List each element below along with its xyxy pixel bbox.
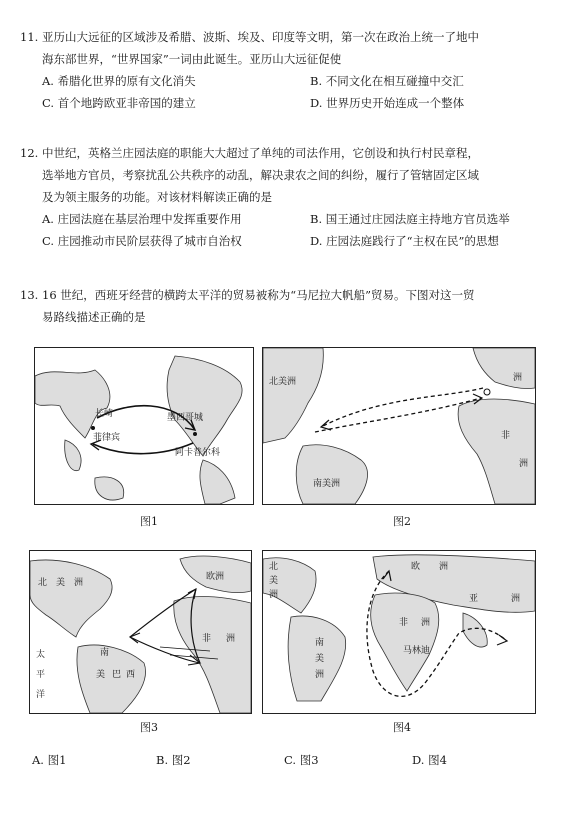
map-label: 墨西哥城	[167, 413, 204, 423]
map-label: 欧	[411, 562, 421, 572]
map-label: 洲	[269, 590, 279, 600]
option-b[interactable]: B. 不同文化在相互碰撞中交汇	[310, 74, 464, 88]
figure-caption: 图2	[393, 515, 411, 528]
question-13	[20, 284, 550, 328]
question-12-stem	[20, 142, 550, 164]
figure-caption: 图3	[140, 721, 158, 734]
options-row	[20, 92, 550, 114]
question-12	[20, 142, 550, 252]
map-figure-1-drawing	[35, 348, 253, 504]
map-figure-3	[29, 550, 252, 714]
map-label: 菲律宾	[93, 433, 121, 443]
map-label: 洲	[315, 670, 325, 680]
map-label: 洲	[439, 562, 449, 572]
map-label: 南	[100, 648, 110, 658]
map-label: 阿卡普尔科	[175, 448, 221, 458]
map-label: 太	[36, 650, 46, 660]
map-label: 美	[96, 670, 106, 680]
map-label: 北	[38, 578, 48, 588]
figure-caption: 图4	[393, 721, 411, 734]
answer-c[interactable]: C. 图3	[284, 753, 319, 767]
map-label: 北美洲	[269, 377, 297, 387]
map-label: 长崎	[95, 409, 114, 419]
map-label: 亚	[469, 594, 479, 604]
map-label: 巴	[112, 670, 122, 680]
option-d[interactable]: D. 世界历史开始连成一个整体	[310, 96, 465, 110]
stem-line: 16 世纪，西班牙经营的横跨太平洋的贸易被称为“马尼拉大帆船”贸易。下图对这一贸	[42, 288, 475, 302]
stem-line: 选举地方官员，考察扰乱公共秩序的动乱，解决隶农之间的纠纷，履行了管辖固定区域	[42, 168, 479, 182]
stem-line: 海东部世界，“世界国家”一词由此诞生。亚历山大远征促使	[42, 52, 342, 66]
map-label: 马林迪	[403, 646, 431, 656]
option-c[interactable]: C. 首个地跨欧亚非帝国的建立	[42, 96, 196, 110]
map-label: 洲	[421, 618, 431, 628]
options-row	[20, 208, 550, 230]
map-figure-2	[262, 347, 536, 505]
option-b[interactable]: B. 国王通过庄园法庭主持地方官员选举	[310, 212, 510, 226]
question-11	[20, 26, 550, 114]
option-c[interactable]: C. 庄园推动市民阶层获得了城市自治权	[42, 234, 242, 248]
map-label: 洲	[519, 459, 529, 469]
map-label: 洲	[513, 373, 523, 383]
map-label: 西	[126, 670, 136, 680]
map-label: 北	[269, 562, 279, 572]
map-label: 美	[269, 576, 279, 586]
map-figure-2-drawing	[263, 348, 535, 504]
stem-line: 亚历山大远征的区域涉及希腊、波斯、埃及、印度等文明，第一次在政治上统一了地中	[42, 30, 479, 44]
question-11-stem	[20, 26, 550, 48]
answer-options	[32, 752, 532, 772]
stem-line: 易路线描述正确的是	[42, 310, 146, 324]
stem-line: 及为领主服务的功能。对该材料解读正确的是	[42, 190, 272, 204]
map-label: 平	[36, 670, 46, 680]
question-number: 12.	[20, 146, 39, 160]
map-figure-4	[262, 550, 536, 714]
answer-d[interactable]: D. 图4	[412, 753, 447, 767]
stem-line: 中世纪，英格兰庄园法庭的职能大大超过了单纯的司法作用，它创设和执行村民章程，	[42, 146, 479, 160]
figure-caption: 图1	[140, 515, 158, 528]
answer-a[interactable]: A. 图1	[32, 753, 67, 767]
map-label: 南	[315, 638, 325, 648]
map-label: 南美洲	[313, 479, 341, 489]
map-label: 非	[501, 431, 511, 441]
option-a[interactable]: A. 庄园法庭在基层治理中发挥重要作用	[42, 212, 242, 226]
map-label: 非	[202, 634, 212, 644]
map-label: 非	[399, 618, 409, 628]
option-d[interactable]: D. 庄园法庭践行了“主权在民”的思想	[310, 234, 499, 248]
answer-b[interactable]: B. 图2	[156, 753, 191, 767]
map-label: 洋	[36, 690, 46, 700]
map-label: 洲	[226, 634, 236, 644]
map-label: 美	[56, 578, 66, 588]
map-figure-4-drawing	[263, 551, 535, 713]
option-a[interactable]: A. 希腊化世界的原有文化消失	[42, 74, 196, 88]
map-label: 美	[315, 654, 325, 664]
question-13-stem	[20, 284, 550, 306]
map-figure-1	[34, 347, 254, 505]
map-label: 洲	[511, 594, 521, 604]
question-number: 11.	[20, 30, 39, 44]
map-label: 洲	[74, 578, 84, 588]
question-number: 13.	[20, 288, 39, 302]
map-label: 欧洲	[206, 572, 225, 582]
options-row	[20, 70, 550, 92]
options-row	[20, 230, 550, 252]
